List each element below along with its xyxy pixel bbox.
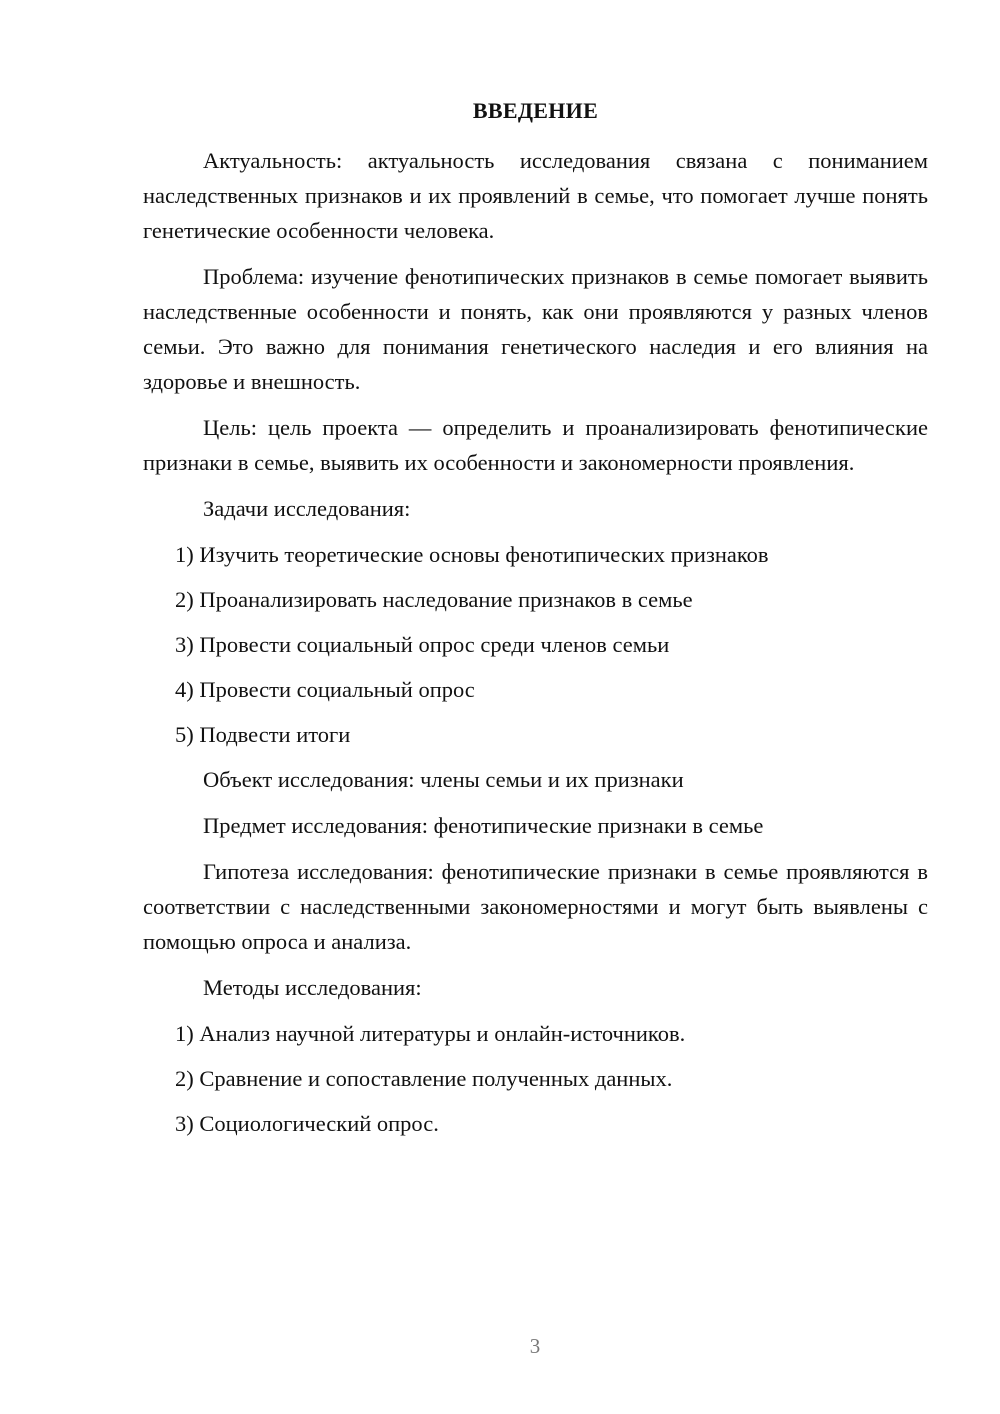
tasks-list bbox=[143, 537, 928, 752]
page-title: ВВЕДЕНИЕ bbox=[472, 98, 599, 123]
list-item: 3) Социологический опрос. bbox=[175, 1111, 439, 1136]
goal-paragraph: Цель: цель проекта — определить и проанализировать фенотипические признаки в семье, выявить их особенности и закономерности проявления. bbox=[143, 415, 928, 475]
problem-paragraph: Проблема: изучение фенотипических признаков в семье помогает выявить наследственные особенности и понять, как они проявляются у разных членов семьи. Это важно для понимания генетического наследия и его влияния на здоровье и внешность. bbox=[143, 264, 928, 394]
list-item: 4) Провести социальный опрос bbox=[175, 677, 475, 702]
subject-paragraph: Предмет исследования: фенотипические признаки в семье bbox=[203, 813, 764, 838]
methods-list bbox=[143, 1016, 928, 1141]
hypothesis-paragraph: Гипотеза исследования: фенотипические признаки в семье проявляются в соответствии с наследственными закономерностями и могут быть выявлены с помощью опроса и анализа. bbox=[143, 859, 928, 954]
list-item: 2) Сравнение и сопоставление полученных данных. bbox=[175, 1066, 673, 1091]
list-item: 3) Провести социальный опрос среди членов семьи bbox=[175, 632, 670, 657]
list-item: 1) Изучить теоретические основы фенотипических признаков bbox=[175, 542, 769, 567]
list-item: 2) Проанализировать наследование признаков в семье bbox=[175, 587, 693, 612]
document-body bbox=[143, 143, 928, 1151]
page-number: 3 bbox=[529, 1334, 541, 1358]
list-item: 1) Анализ научной литературы и онлайн-источников. bbox=[175, 1021, 686, 1046]
object-paragraph: Объект исследования: члены семьи и их признаки bbox=[203, 767, 684, 792]
methods-heading: Методы исследования: bbox=[203, 975, 422, 1000]
tasks-heading: Задачи исследования: bbox=[203, 496, 411, 521]
list-item: 5) Подвести итоги bbox=[175, 722, 351, 747]
relevance-paragraph: Актуальность: актуальность исследования связана с пониманием наследственных признаков и их проявлений в семье, что помогает лучше понять генетические особенности человека. bbox=[143, 148, 928, 243]
